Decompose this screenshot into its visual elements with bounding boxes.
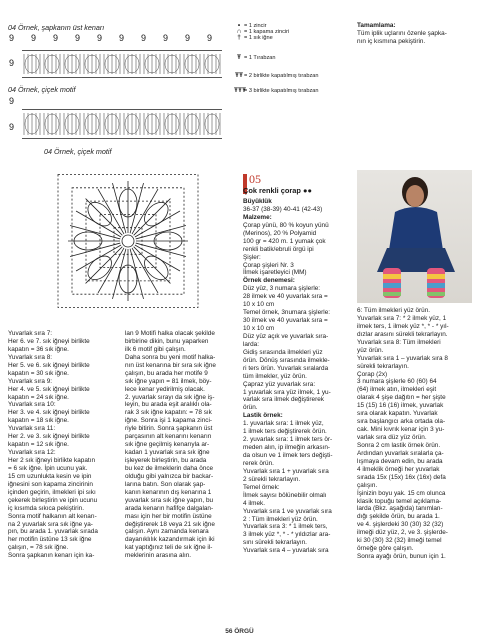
column-4-line: dığı şekilde örün, bu arada 1. <box>357 513 440 521</box>
column-4-line: Yuvarlak sıra 1 – yuvarlak sıra 8 <box>357 354 448 362</box>
model-wearing-socks-image <box>357 170 472 303</box>
column-2-line: sık iğne geçilmiş kenarıyla ar- <box>125 441 210 449</box>
column-3-line: sını sürekli tekrarlayın. <box>243 539 307 547</box>
chart1-row-number: 9 <box>9 33 15 43</box>
column-1-line: kapatın = 12 sık iğne. <box>8 441 69 449</box>
column-1-line: Yuvarlak sıra 9: <box>8 377 53 385</box>
column-3-line: örün. Dönüş sırasında ilmekle- <box>243 356 330 364</box>
column-4-line: İşinizin boyu yak. 15 cm olunca <box>357 489 446 497</box>
column-2-line: leyin, bu arada eşit aralıklı ola- <box>125 401 212 409</box>
column-3-line: renkli batik/ebruli örgü ipi <box>243 245 314 253</box>
completion-block <box>357 22 447 46</box>
column-1-line: Sonra şapkanın kenarı için ka- <box>8 552 95 560</box>
completion-line: Tüm iplik uçlarını özenle şapka- <box>357 29 447 37</box>
column-1-line: iğnesini son kapama zincirinin <box>8 480 93 488</box>
legend-item <box>234 54 275 61</box>
column-4-line: sıra olarak kapatın. Yuvarlak <box>357 410 438 418</box>
column-1-line: çalışın, = 78 sık iğne. <box>8 544 69 552</box>
legend-text: = 1 zincir <box>244 23 267 29</box>
column-4-line: (64) ilmek atın, ilmekleri eşit <box>357 386 437 394</box>
column-3-line: 10 x 10 cm <box>243 325 275 332</box>
column-3-line: 2. yuvarlak sıra: 1 ilmek ters ör- <box>243 436 333 444</box>
column-1-line: Her 3. ve 4. sık iğneyi birlikte <box>8 409 90 417</box>
column-1-line: kapatın = 18 sık iğne. <box>8 417 69 425</box>
column-4-line: sürekli tekrarlayın. <box>357 362 409 370</box>
chart2-side-number-top: 9 <box>9 96 15 106</box>
column-4-line: sırada 15x (15x) 16x (16x) defa <box>357 473 446 481</box>
column-2-line: yuvarlak sıra sık iğne yapın, bu <box>125 496 214 504</box>
column-4-line: Sonra 2 cm lastik örnek örün. <box>357 441 441 449</box>
column-3-line: varlak sıra ilmek değiştirerek <box>243 396 324 404</box>
column-4-line: lışmaya devam edin, bu arada <box>357 457 443 465</box>
column-4-line: larda (Bkz. aşağıda) tanımlan- <box>357 505 443 513</box>
difficulty-marks: ●● <box>302 186 312 195</box>
column-2-line: nın üst kenarına bir sıra sık iğne <box>125 361 216 369</box>
column-3-line: rerek örün. <box>243 459 274 467</box>
legend-item <box>234 34 273 41</box>
column-3-line: Yuvarlak sıra 1 + yuvarlak sıra <box>243 467 329 475</box>
column-4-line: Yuvarlak sıra 8: Tüm ilmekleri <box>357 338 441 346</box>
column-3-line: 2 sürekli tekrarlayın. <box>243 475 301 483</box>
column-2-line: işleyerek birleştirin, bu arada <box>125 457 207 464</box>
column-2-line: kanın kenarının dış kenarına 1 <box>125 488 212 496</box>
pattern-number: 05 <box>249 172 261 186</box>
legend-symbol-icon: • <box>237 22 241 29</box>
completion-line: nın iç kısmına pekiştirin. <box>357 37 426 45</box>
column-1-line: Her 4. ve 5. sık iğneyi birlikte <box>8 385 90 393</box>
column-1-line: Sonra motif halkanın alt kenarı- <box>8 512 97 520</box>
column-3-line: Temel örnek, 3numara şişlerle: <box>243 309 331 317</box>
symbol-legend <box>234 22 354 92</box>
column-3-line: meden alın, ip ilmeğin arkasın- <box>243 444 331 452</box>
column-3-line: Düz yüz açık ve yuvarlak sıra- <box>243 332 329 340</box>
chart1-row-number: 9 <box>141 33 147 43</box>
pattern-title <box>243 186 312 195</box>
column-4-line: Ardından yuvarlak sıralarla ça- <box>357 449 444 457</box>
legend-symbol-icon: Ŧ <box>237 54 241 61</box>
column-2-line: meklerinin arasına alın. <box>125 552 192 560</box>
column-1-line: Her 5. ve 6. sık iğneyi birlikte <box>8 361 90 369</box>
column-2-line: değiştirerek 18 veya 21 sık iğne <box>125 520 215 528</box>
column-3-line: Malzeme: <box>243 213 272 221</box>
column-4-line: ilmeği düz yüz, 2, ve 3. şişlerde- <box>357 529 448 537</box>
column-2-line: dayanıklılık kazandırmak için iki <box>125 536 215 544</box>
model-photo <box>357 170 472 303</box>
column-2-line: lece kenar yedirilmiş olacak. <box>125 385 205 393</box>
column-1-line: Her 2. ve 3. sık iğneyi birlikte <box>8 433 90 441</box>
column-1-line: çekerek birleştirin ve ipin ucunu <box>8 496 98 504</box>
chart1-row-number: 9 <box>31 33 37 43</box>
column-1-line: kapatın = 24 sık iğne. <box>8 393 69 401</box>
column-3-line: larda: <box>243 340 259 348</box>
column-2-line: birbirine dikin, bunu yaparken <box>125 337 209 345</box>
column-3-line: Büyüklük <box>243 198 272 205</box>
column-2-line: ması için her bir motifin üstüne <box>125 512 212 520</box>
flower-motif-diagram <box>22 155 234 327</box>
column-3-line: 28 ilmek ve 40 yuvarlak sıra = <box>243 293 328 301</box>
column-2-line: çalışın. Aynı zamanda kenara <box>125 528 209 536</box>
column-2-line: Daha sonra bu yeni motif halka- <box>125 353 216 361</box>
chart1-row-number: 9 <box>185 33 191 43</box>
column-2-line: sık iğne yapın = 81 ilmek, böy- <box>125 377 212 385</box>
column-3-line: 1. yuvarlak sıra: 1 ilmek yüz, <box>243 420 324 428</box>
chart1-row-number: 9 <box>75 33 81 43</box>
chart1-caption: 04 Örnek, şapkanın üst kenarı <box>8 23 105 32</box>
column-4-line: 6: Tüm ilmekleri yüz örün. <box>357 307 431 314</box>
chart1-row-number: 9 <box>53 33 59 43</box>
column-4-line: 4 ilmeklik örneği her yuvarlak <box>357 465 440 473</box>
column-2-line: kadan 1 yuvarlak sıra sık iğne <box>125 449 210 457</box>
column-3-line: 30 ilmek ve 40 yuvarlak sıra = <box>243 317 328 325</box>
chart1-stitch-diagram <box>22 51 222 77</box>
chart2-caption: 04 Örnek, çiçek motif <box>8 85 76 94</box>
column-3-line: örün. <box>243 404 258 412</box>
column-3-line: 10 x 10 cm <box>243 301 275 309</box>
column-1-line: Yuvarlak sıra 11: <box>8 425 56 433</box>
column-1-line: Yuvarlak sıra 7: <box>8 330 53 337</box>
chart2-side-number-bottom: 9 <box>9 122 15 132</box>
column-3-line: İlmek sayısı bölünebilir olmalı <box>243 491 327 499</box>
text-column-3 <box>243 198 333 555</box>
column-3-line: 36-37 (38-39) 40-41 (42-43) <box>243 205 323 213</box>
legend-text: = 1 sık iğne <box>244 35 273 41</box>
column-2-line: olduğu gibi yalnızca bir backar- <box>125 472 214 480</box>
motif-center-ring <box>122 235 134 247</box>
motif-stitch-spoke <box>86 247 123 284</box>
column-4-line: Sonra ayağı örün, bunun için 1. <box>357 553 446 561</box>
legend-symbol-icon: ∩ <box>236 28 242 35</box>
column-1-line: içinden geçirin, ilmekleri ipi sıkı <box>8 488 96 496</box>
column-1-line: iç kısımda sıkıca pekiştirin. <box>8 504 84 512</box>
chart1-row-number: 9 <box>163 33 169 43</box>
column-3-line: İlmek işaretleyici (MM) <box>243 269 307 277</box>
column-2-line: arada kenarın hafifçe dalgalan- <box>125 504 214 512</box>
column-2-line: parçasının alt kenarını kenarın <box>125 433 212 441</box>
text-column-1 <box>8 330 98 560</box>
motif-stitch-spoke <box>134 247 171 284</box>
column-1-line: kapatın = 36 sık iğne. <box>8 345 69 353</box>
chart1-side-number-left: 9 <box>9 58 15 68</box>
column-4-line: Çorap (2x) <box>357 370 388 378</box>
legend-item <box>234 87 318 94</box>
motif-stitch-spoke <box>134 199 171 236</box>
column-3-line: 1 yuvarlak sıra yüz ilmek, 1 yu- <box>243 388 331 396</box>
column-4-line: dızlar arasını sürekli tekrarlayın. <box>357 330 448 338</box>
motif-stitch-spoke <box>86 199 123 236</box>
column-1-line: Her 6. ve 7. sık iğneyi birlikte <box>8 337 90 345</box>
column-3-line: Temel örnek: <box>243 483 280 491</box>
column-3-line: Yuvarlak sıra 1 ve yuvarlak sıra <box>243 507 332 515</box>
legend-text: = 2 birlikte kapatılmış tırabzan <box>244 73 319 79</box>
column-2-line: kat yaptığınız teli de sık iğne il- <box>125 544 213 552</box>
text-column-4 <box>357 307 449 561</box>
column-4-line: ki 30 (30) 32 (32) ilmeği temel <box>357 537 442 545</box>
legend-text: = 3 birlikte kapatılmış tırabzan <box>244 88 319 94</box>
legend-item <box>234 72 318 79</box>
column-3-line: ri ters örün. Yuvarlak sıralarda <box>243 364 329 372</box>
column-4-line: örneğe göre çalışın. <box>357 545 414 553</box>
column-1-line: 15 cm uzunlukta kesin ve ipin <box>8 472 92 480</box>
chart3-caption: 04 Örnek, çiçek motif <box>44 147 112 156</box>
column-4-line: 15 (15) 16 (16) ilmek, yuvarlak <box>357 402 444 410</box>
column-3-line: tüm ilmekler, yüz örün. <box>243 372 307 380</box>
chart2-stitch-strip <box>22 109 222 139</box>
column-2-line: 2. yuvarlak sırayı da sık iğne iş- <box>125 393 215 401</box>
column-4-line: yüz örün. <box>357 346 384 354</box>
column-4-line: klasik topuğu temel açıklama- <box>357 497 442 505</box>
chart1-row-number: 9 <box>207 33 213 43</box>
chart1-row-number: 9 <box>119 33 125 43</box>
chart1-row-number: 9 <box>97 33 103 43</box>
column-2-line: bu kez de ilmeklerin daha önce <box>125 464 214 472</box>
column-4-line: ilmek ters, 1 ilmek yüz *, * - * yıl- <box>357 322 449 330</box>
legend-symbol-icon: ŦŦŦ <box>234 87 246 94</box>
column-1-line: kapatın = 30 sık iğne. <box>8 369 69 377</box>
column-2-line: riyle bitirin. Sonra şapkanın üst <box>125 425 213 433</box>
column-3-line: 4 ilmek. <box>243 499 266 507</box>
legend-symbol-icon: ŦŦ <box>235 72 243 79</box>
column-3-line: 1 ilmek ters değiştirerek örün. <box>243 428 327 436</box>
column-4-line: Yuvarlak sıra 7: * 2 ilmek yüz, 1 <box>357 314 447 322</box>
legend-text: = 1 kapama zinciri <box>244 29 290 35</box>
column-1-line: = 6 sık iğne. İpin ucunu yak. <box>8 464 88 472</box>
column-1-line: pın, bu arada 1. yuvarlak sırada <box>8 528 98 536</box>
legend-symbol-icon: † <box>237 34 241 41</box>
column-3-line: 3 ilmek yüz *, * - * yıldızlar ara- <box>243 531 331 539</box>
column-1-line: Yuvarlak sıra 8: <box>8 353 53 361</box>
chart2-stitch-diagram <box>22 110 222 138</box>
column-4-line: sıra başlangıcı arka ortada ola- <box>357 418 446 426</box>
column-1-line: Her 2 sık iğneyi birlikte kapatın <box>8 457 96 464</box>
column-3-line: Lastik örnek: <box>243 412 283 420</box>
column-4-line: 3 numara şişlerle 60 (60) 64 <box>357 378 437 386</box>
legend-text: = 1 Tırabzan <box>244 55 276 61</box>
column-1-line: her motifin üstüne 13 sık iğne <box>8 536 92 544</box>
column-1-line: na 2 yuvarlak sıra sık iğne ya- <box>8 520 93 528</box>
column-2-line: rak 3 sık iğne kapatın: = 78 sık <box>125 409 212 417</box>
column-3-line: Çorap yünü, 80 % koyun yünü <box>243 221 329 229</box>
column-3-line: 2 : Tüm ilmekleri yüz örün. <box>243 515 318 523</box>
page-footer: 56 ÖRGÜ <box>225 628 254 635</box>
column-3-line: Şişler: <box>243 253 261 261</box>
column-4-line: olarak 4 şişe dağıtın = her şişte <box>357 394 446 402</box>
column-3-line: (Merinos), 20 % Polyamid <box>243 229 317 237</box>
column-4-line: varlak sıra düz yüz örün. <box>357 434 427 441</box>
column-3-line: Gidiş sırasında ilmekleri yüz <box>243 348 323 356</box>
column-1-line: Yuvarlak sıra 10: <box>8 401 56 409</box>
completion-title: Tamamlama: <box>357 22 396 29</box>
column-3-line: Çorap şişleri Nr. 3 <box>243 261 294 269</box>
column-3-line: Yuvarlak sıra 4 – yuvarlak sıra <box>243 547 329 555</box>
column-3-line: Çapraz yüz yuvarlak sıra: <box>243 380 316 388</box>
pattern-title-text: Çok renkli çorap <box>243 186 301 195</box>
column-2-line: çalışın, bu arada her motife 9 <box>125 369 208 377</box>
column-4-line: ve 4. şişlerdeki 30 (30) 32 (32) <box>357 521 444 529</box>
column-3-line: Yuvarlak sıra 3: * 1 ilmek ters, <box>243 523 328 531</box>
text-column-2 <box>125 330 216 560</box>
column-2-line: lan 9 Motifi halka olacak şekilde <box>125 330 215 337</box>
column-2-line: larına batın. Son olarak şap- <box>125 480 206 488</box>
column-3-line: Örnek denemesi: <box>243 277 295 285</box>
column-3-line: Düz yüz, 3 numara şişlerle: <box>243 285 321 293</box>
motif-petal <box>83 198 116 231</box>
column-1-line: Yuvarlak sıra 12: <box>8 449 56 457</box>
chart1-stitch-strip <box>22 50 222 78</box>
column-2-line: ilk 6 motif gibi çalışın. <box>125 345 186 353</box>
chart1-row-numbers <box>9 33 223 45</box>
column-3-line: da olsun ve 1 ilmek ters değişti- <box>243 452 333 459</box>
column-3-line: 100 gr = 420 m. 1 yumak çok <box>243 237 326 245</box>
column-4-line: cak. Mini kıvrık kenar için 3 yu- <box>357 426 445 434</box>
column-2-line: iğne. Sonra işi 1 kapama zinci- <box>125 417 213 425</box>
column-4-line: çalışın. <box>357 481 378 489</box>
